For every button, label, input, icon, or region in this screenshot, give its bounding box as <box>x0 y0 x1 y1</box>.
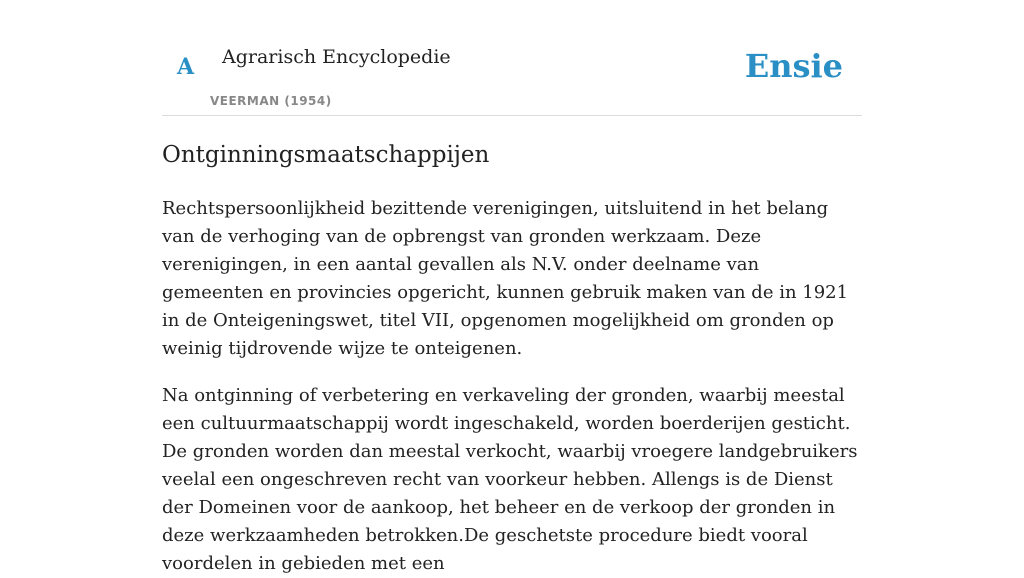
article-paragraph: Rechtspersoonlijkheid bezittende verenigingen, uitsluitend in het belang van de verhoging van de opbrengst van gronden werkzaam. Deze verenigingen, in een aantal gevallen als N.V. onder deelname van gemeenten en provincies opgericht, kunnen gebruik maken van de in 1921 in de Onteigeningswet, titel VII, opgenomen mogelijkheid om gronden op weinig tijdrovende wijze te onteigenen. <box>162 197 849 359</box>
encyclopedia-subtitle: VEERMAN (1954) <box>210 94 332 108</box>
article-title: Ontginningsmaatschappijen <box>162 142 490 168</box>
header <box>162 0 862 116</box>
ensie-logo[interactable]: Ensie <box>744 47 843 85</box>
encyclopedia-title[interactable]: Agrarisch Encyclopedie <box>222 46 451 68</box>
document-page <box>162 0 862 578</box>
encyclopedia-logo-icon[interactable]: A <box>177 54 195 80</box>
article-paragraph: Na ontginning of verbetering en verkaveling der gronden, waarbij meestal een cultuurmaatschappij wordt ingeschakeld, worden boerderijen gesticht. De gronden worden dan meestal verkocht, waarbij vroegere landgebruikers veelal een ongeschreven recht van voorkeur hebben. Allengs is de Dienst der Domeinen voor de aankoop, het beheer en de verkoop der gronden in deze werkzaamheden betrokken.De geschetste procedure biedt vooral voordelen in gebieden met een <box>162 384 858 574</box>
